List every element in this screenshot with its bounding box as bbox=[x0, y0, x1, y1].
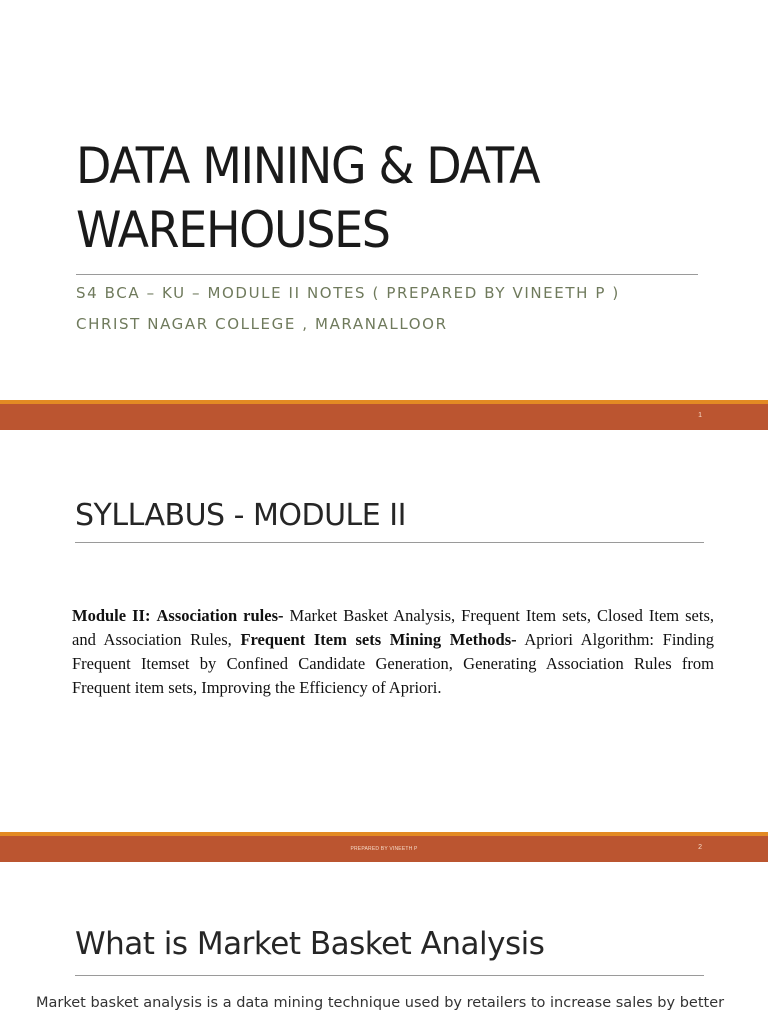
title-line-2: WAREHOUSES bbox=[76, 201, 390, 259]
market-basket-slide bbox=[0, 866, 768, 1024]
title-divider bbox=[76, 274, 698, 275]
association-rules-text: Market Basket Analysis, Frequent Item sets, Closed Item sets, and Association Rules, bbox=[72, 606, 715, 649]
module-label: Module II: bbox=[72, 606, 151, 625]
subtitle-line-2: CHRIST NAGAR COLLEGE , MARANALLOOR bbox=[76, 315, 448, 333]
footer-credit: PREPARED BY VINEETH P bbox=[350, 846, 418, 852]
presentation-title bbox=[76, 134, 665, 262]
slide-footer-bar bbox=[0, 832, 768, 862]
heading-divider bbox=[75, 542, 704, 543]
syllabus-slide bbox=[0, 434, 768, 866]
slide-heading: SYLLABUS - MODULE II bbox=[75, 498, 406, 533]
association-rules-label: Association rules- bbox=[156, 606, 284, 625]
title-line-1: DATA MINING & DATA bbox=[76, 137, 540, 195]
heading-divider bbox=[75, 975, 704, 976]
page-number: 2 bbox=[698, 844, 702, 851]
mining-methods-text: Apriori Algorithm: Finding Frequent Itemset by Confined Candidate Generation, Generating Association Rules from Frequent item sets, Improving the Efficiency of Apriori. bbox=[72, 630, 714, 697]
body-paragraph: Market basket analysis is a data mining technique used by retailers to increase sales by better bbox=[36, 995, 725, 1011]
slide-footer-bar bbox=[0, 400, 768, 430]
mining-methods-label: Frequent Item sets Mining Methods- bbox=[240, 630, 517, 649]
syllabus-text bbox=[72, 604, 714, 700]
page-number: 1 bbox=[698, 412, 702, 419]
subtitle-line-1: S4 BCA – KU – MODULE II NOTES ( PREPARED BY VINEETH P ) bbox=[76, 284, 620, 302]
slide-heading: What is Market Basket Analysis bbox=[75, 926, 545, 962]
title-slide bbox=[0, 0, 768, 434]
